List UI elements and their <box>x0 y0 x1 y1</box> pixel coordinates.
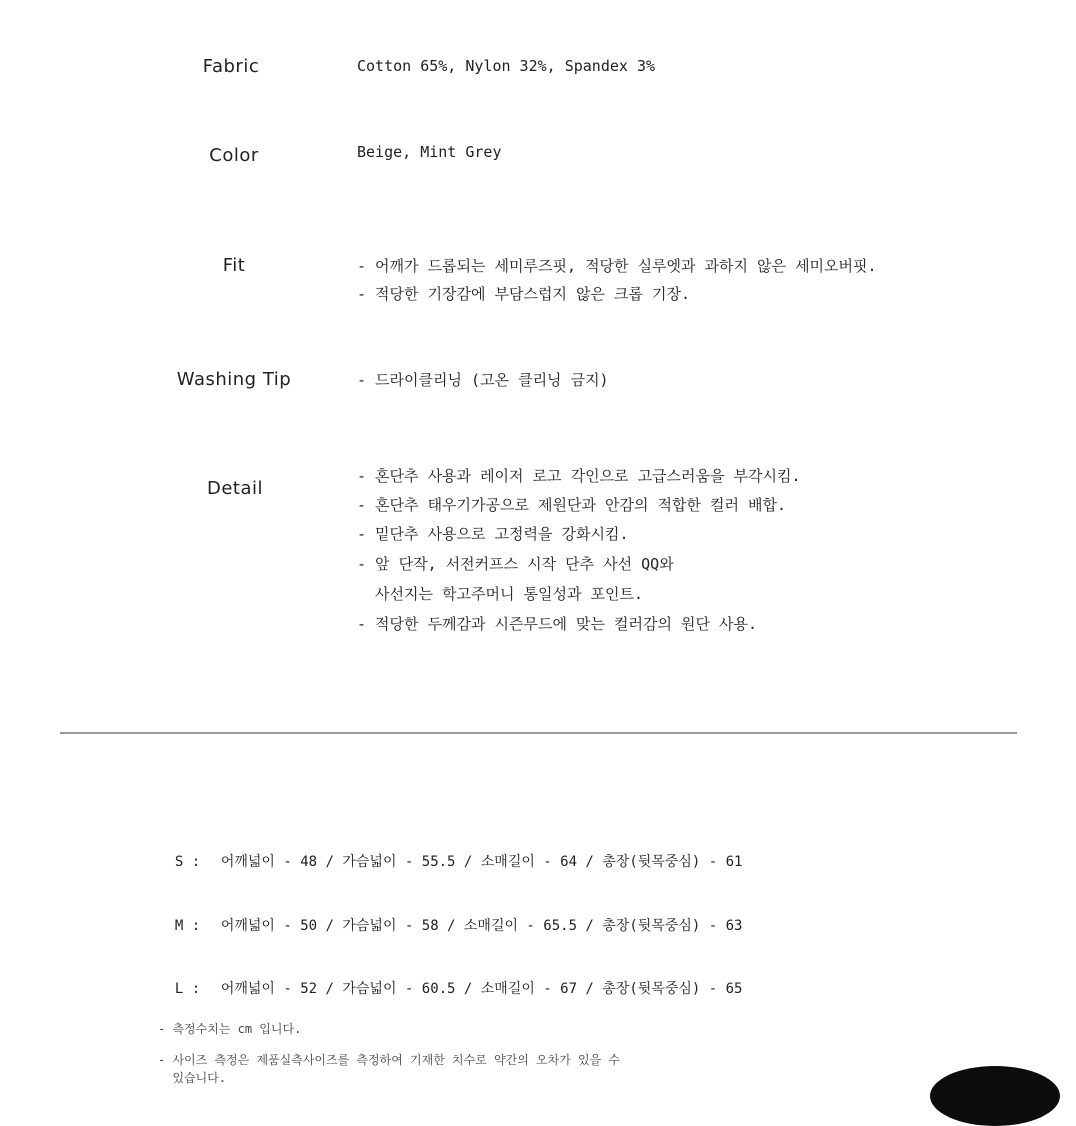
corner-dark-shape <box>930 1066 1060 1126</box>
size-label: L : <box>174 981 201 997</box>
size-measurements: 어깨넓이 - 48 / 가슴넓이 - 55.5 / 소매길이 - 64 / 총장(뒷목중심) - 61 <box>220 854 743 870</box>
size-measurements: 어깨넓이 - 50 / 가슴넓이 - 58 / 소매길이 - 65.5 / 총장(뒷목중심) - 63 <box>220 918 743 934</box>
detail-label: Detail <box>206 478 264 499</box>
note-tolerance: - 사이즈 측정은 제품실측사이즈를 측정하여 기재한 치수로 약간의 오차가 있을 수 <box>158 1053 621 1067</box>
size-measurements: 어깨넓이 - 52 / 가슴넓이 - 60.5 / 소매길이 - 67 / 총장(뒷목중심) - 65 <box>220 981 743 997</box>
section-divider <box>60 732 1017 734</box>
size-label: S : <box>174 854 201 870</box>
fit-line-1: - 어깨가 드롭되는 세미루즈핏, 적당한 실루엣과 과하지 않은 세미오버핏. <box>357 257 877 275</box>
detail-line-4: - 앞 단작, 서전커프스 시작 단추 사선 QQ와 <box>357 555 674 573</box>
size-row-l <box>158 962 742 998</box>
fit-label: Fit <box>222 255 246 276</box>
size-label: M : <box>174 918 201 934</box>
size-row-m <box>158 899 742 935</box>
fabric-value: Cotton 65%, Nylon 32%, Spandex 3% <box>357 57 656 75</box>
size-row-s <box>158 835 742 871</box>
fit-line-2: - 적당한 기장감에 부담스럽지 않은 크롭 기장. <box>357 285 691 303</box>
washing-tip-line-1: - 드라이클리닝 (고온 클리닝 금지) <box>357 371 609 389</box>
color-label: Color <box>209 145 259 166</box>
detail-line-3: - 밑단추 사용으로 고정력을 강화시킴. <box>357 525 629 543</box>
detail-line-5: 사선지는 학고주머니 통일성과 포인트. <box>357 585 644 603</box>
detail-line-1: - 혼단추 사용과 레이저 로고 각인으로 고급스러움을 부각시킴. <box>357 467 801 485</box>
detail-line-6: - 적당한 두께감과 시즌무드에 맞는 컬러감의 원단 사용. <box>357 615 758 633</box>
washing-tip-label: Washing Tip <box>176 369 292 390</box>
fabric-label: Fabric <box>202 56 260 77</box>
note-unit: - 측정수치는 cm 입니다. <box>158 1022 302 1036</box>
color-value: Beige, Mint Grey <box>357 143 502 161</box>
detail-line-2: - 혼단추 태우기가공으로 제원단과 안감의 적합한 컬러 배합. <box>357 496 787 514</box>
note-tolerance-cont: 있습니다. <box>158 1071 227 1085</box>
